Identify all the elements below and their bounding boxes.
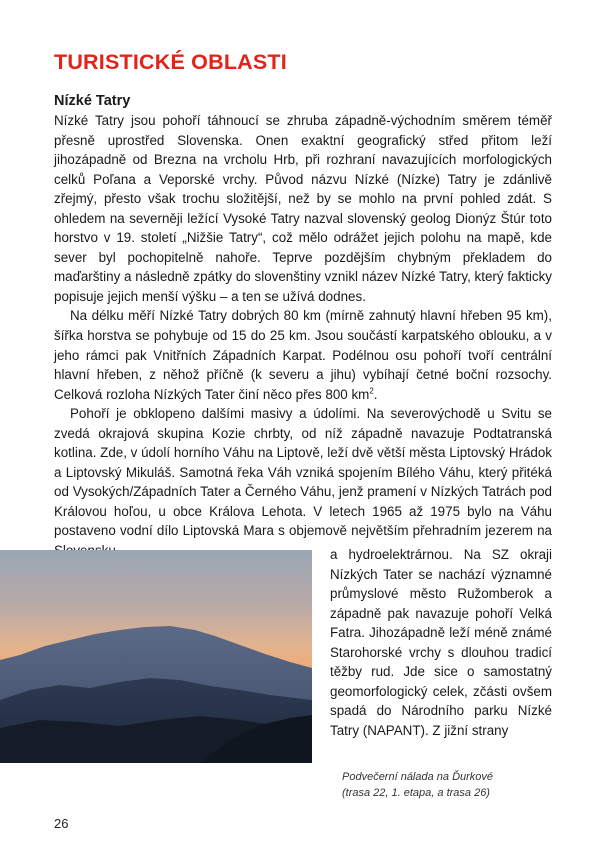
caption-line-1: Podvečerní nálada na Ďurkové — [342, 771, 494, 783]
paragraph-2-text: Na délku měří Nízké Tatry dobrých 80 km (mírně zahnutý hlavní hřeben 95 km), šířka horstva se pohybuje od 15 do 25 km. Jsou součástí karpatského oblouku, a v jeho rámci pak Vnitřních Západních Karpat. Podélnou osu pohoří tvoří centrální hlavní hřeben, z něhož příčně (k severu a jihu) vybíhají četné boční rozsochy. Celková rozloha Nízkých Tater činí něco přes 800 km — [54, 308, 552, 402]
area-superscript: 2 — [369, 386, 374, 396]
page-title: TURISTICKÉ OBLASTI — [54, 50, 287, 74]
paragraph-2 — [54, 306, 552, 404]
side-text: a hydroelektrárnou. Na SZ okraji Nízkých Tater se nachází významné průmyslové město Ružomberok a západně pak navazuje pohoří Velká Fatra. Jihozápadně leží méně známé Starohorské vrchy s dlouhou tradicí těžby rud. Jde sice o samostatný geomorfologický celek, zčásti ovšem spadá do Národního parku Nízké Tatry (NAPANT). Z jižní strany — [330, 547, 552, 738]
paragraph-1: Nízké Tatry jsou pohoří táhnoucí se zhruba západně-východním směrem téměř přesně uprostřed Slovenska. Onen exaktní geografický střed přitom leží jihozápadně od Brezna na vrcholu Hrb, při rozhraní navazujících morfologických celků Poľana a Veporské vrchy. Původ názvu Nízké (Nízke) Tatry je zdánlivě zřejmý, přesto však trochu složitější, než by se mohlo na první pohled zdát. S ohledem na severněji ležící Vysoké Tatry nazval slovenský geolog Dionýz Štúr toto horstvo v 19. století „Nižšie Tatry“, což mělo odrážet jejich polohu na mapě, kde sever byl pochopitelně nahoře. Teprve pozdějším chybným překladem do maďarštiny a následně zpátky do slovenštiny vznikl název Nízké Tatry, který fakticky popisuje jejich menší výšku – a ten se užívá dodnes. — [54, 113, 552, 304]
caption-line-2: (trasa 22, 1. etapa, a trasa 26) — [342, 786, 490, 799]
body-text — [54, 111, 552, 561]
page-number: 26 — [54, 816, 69, 831]
paragraph-3: Pohoří je obklopeno dalšími masivy a údolími. Na severovýchodě u Svitu se zvedá okrajová skupina Kozie chrbty, od níž západně navazuje Podtatranská kotlina. Zde, v údolí horního Váhu na Liptově, leží dvě větší města Liptovský Hrádok a Liptovský Mikuláš. Samotná řeka Váh vzniká spojením Bílého Váhu, který přitéká od Vysokých/Západních Tater a Černého Váhu, jenž pramení v Nízkých Tatrách pod Královou hoľou, u obce Králova Lehota. V letech 1965 až 1975 bylo na Váhu postaveno vodní dílo Liptovská Mara s objemově největším přehradním jezerem na — [54, 406, 552, 539]
area-suffix: . — [373, 386, 378, 402]
section-heading: Nízké Tatry — [54, 93, 131, 109]
mountain-sunset-photo — [0, 550, 312, 763]
photo-caption — [342, 770, 552, 801]
